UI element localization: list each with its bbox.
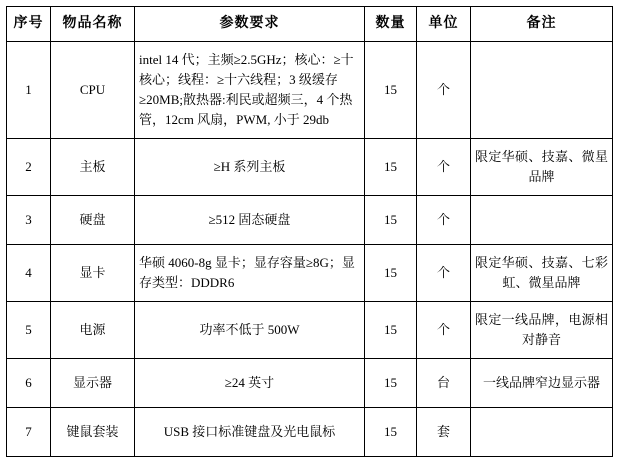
cell-name: 主板 [51, 139, 135, 196]
cell-unit: 套 [417, 408, 471, 457]
cell-param: 功率不低于 500W [135, 302, 365, 359]
cell-name: CPU [51, 42, 135, 139]
cell-seq: 7 [7, 408, 51, 457]
cell-qty: 15 [365, 42, 417, 139]
table-row [7, 196, 613, 245]
column-header-name: 物品名称 [51, 7, 135, 42]
cell-unit: 个 [417, 302, 471, 359]
column-header-param: 参数要求 [135, 7, 365, 42]
cell-remark [471, 196, 613, 245]
table-header-row [7, 7, 613, 42]
cell-qty: 15 [365, 408, 417, 457]
table-body [7, 42, 613, 457]
cell-qty: 15 [365, 302, 417, 359]
cell-param: ≥24 英寸 [135, 359, 365, 408]
cell-unit: 个 [417, 245, 471, 302]
cell-seq: 3 [7, 196, 51, 245]
cell-qty: 15 [365, 359, 417, 408]
table-row [7, 42, 613, 139]
table-row [7, 359, 613, 408]
table-row [7, 245, 613, 302]
table-row [7, 302, 613, 359]
cell-qty: 15 [365, 245, 417, 302]
cell-name: 显示器 [51, 359, 135, 408]
column-header-unit: 单位 [417, 7, 471, 42]
cell-unit: 个 [417, 196, 471, 245]
cell-remark: 限定一线品牌，电源相对静音 [471, 302, 613, 359]
cell-name: 显卡 [51, 245, 135, 302]
cell-name: 电源 [51, 302, 135, 359]
document-page [0, 6, 618, 441]
cell-seq: 2 [7, 139, 51, 196]
cell-name: 键鼠套装 [51, 408, 135, 457]
cell-param: intel 14 代；主频≥2.5GHz；核心：≥十核心；线程：≥十六线程；3 级缓存≥20MB;散热器:利民或超频三，4 个热管，12cm 风扇，PWM, 小于 29db [135, 42, 365, 139]
column-header-remark: 备注 [471, 7, 613, 42]
cell-name: 硬盘 [51, 196, 135, 245]
cell-remark [471, 408, 613, 457]
specification-table [6, 6, 613, 457]
cell-qty: 15 [365, 139, 417, 196]
cell-param: ≥H 系列主板 [135, 139, 365, 196]
table-header [7, 7, 613, 42]
cell-unit: 个 [417, 42, 471, 139]
cell-remark: 限定华硕、技嘉、微星品牌 [471, 139, 613, 196]
cell-seq: 5 [7, 302, 51, 359]
cell-qty: 15 [365, 196, 417, 245]
cell-remark: 限定华硕、技嘉、七彩虹、微星品牌 [471, 245, 613, 302]
cell-remark: 一线品牌窄边显示器 [471, 359, 613, 408]
cell-param: USB 接口标准键盘及光电鼠标 [135, 408, 365, 457]
column-header-qty: 数量 [365, 7, 417, 42]
cell-seq: 4 [7, 245, 51, 302]
cell-param: ≥512 固态硬盘 [135, 196, 365, 245]
cell-unit: 个 [417, 139, 471, 196]
table-row [7, 408, 613, 457]
column-header-seq: 序号 [7, 7, 51, 42]
cell-param: 华硕 4060-8g 显卡；显存容量≥8G；显存类型：DDDR6 [135, 245, 365, 302]
cell-remark [471, 42, 613, 139]
table-row [7, 139, 613, 196]
cell-unit: 台 [417, 359, 471, 408]
cell-seq: 6 [7, 359, 51, 408]
cell-seq: 1 [7, 42, 51, 139]
